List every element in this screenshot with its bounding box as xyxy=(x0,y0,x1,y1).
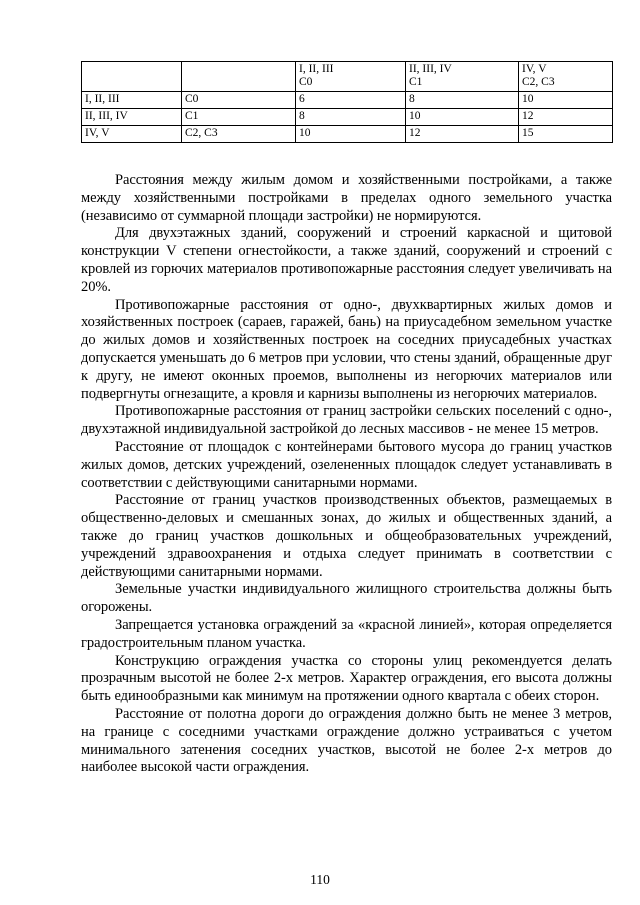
paragraph: Расстояние от границ участков производственных объектов, размещаемых в общественно-деловых и смешанных зонах, до жилых и общественных зданий, а также до границ участков дошкольных и общеобразовательных учреждений, учреждений здравоохранения и отдыха следует принимать в соответствии с действующими санитарными нормами. xyxy=(81,492,612,580)
paragraph: Противопожарные расстояния от границ застройки сельских поселений с одно-, двухэтажной индивидуальной застройкой до лесных массивов - не менее 15 метров. xyxy=(81,403,612,438)
table-header-cell xyxy=(82,62,182,92)
table-header-cell xyxy=(519,62,613,92)
header-line: IV, V xyxy=(522,63,547,75)
paragraph: Для двухэтажных зданий, сооружений и строений каркасной и щитовой конструкции V степени огнестойкости, а также зданий, сооружений и строений с кровлей из горючих материалов противопожарные расстояния следует увеличивать на 20%. xyxy=(81,225,612,295)
table-cell: 12 xyxy=(519,109,613,126)
table-cell: 8 xyxy=(296,109,406,126)
page-number: 110 xyxy=(310,872,330,887)
paragraph: Противопожарные расстояния от одно-, двухквартирных жилых домов и хозяйственных построек (сараев, гаражей, бань) на приусадебном земельном участке до жилых домов и хозяйственных построек на соседних приусадебных участках допускается уменьшать до 6 метров при условии, что стены зданий, обращенные друг к другу, не имеют оконных проемов, выполнены из негорючих материалов или подвергнуты огнезащите, а кровля и карнизы выполнены из негорючих материалов. xyxy=(81,296,612,402)
table-cell: 6 xyxy=(296,92,406,109)
table-cell: 8 xyxy=(406,92,519,109)
header-line: C1 xyxy=(409,76,423,88)
table-row xyxy=(82,126,613,143)
table-cell: C1 xyxy=(182,109,296,126)
table-cell: IV, V xyxy=(82,126,182,143)
table-cell: II, III, IV xyxy=(82,109,182,126)
table-header-cell xyxy=(406,62,519,92)
header-line: C0 xyxy=(299,76,313,88)
table-cell: 10 xyxy=(406,109,519,126)
table-cell: 10 xyxy=(519,92,613,109)
table-header-cell xyxy=(182,62,296,92)
paragraph: Запрещается установка ограждений за «красной линией», которая определяется градостроительным планом участка. xyxy=(81,616,612,651)
table-cell: 15 xyxy=(519,126,613,143)
header-line: C2, C3 xyxy=(522,76,555,88)
table-header-cell xyxy=(296,62,406,92)
table-cell: 10 xyxy=(296,126,406,143)
header-line: I, II, III xyxy=(299,63,334,75)
paragraph: Расстояние от площадок с контейнерами бытового мусора до границ участков жилых домов, детских учреждений, озелененных площадок следует устанавливать в соответствии с действующими санитарными нормами. xyxy=(81,438,612,491)
fire-distance-table xyxy=(81,61,613,143)
body-text xyxy=(81,172,612,777)
table-header-row xyxy=(82,62,613,92)
table-cell: 12 xyxy=(406,126,519,143)
table-cell: C2, C3 xyxy=(182,126,296,143)
paragraph: Земельные участки индивидуального жилищного строительства должны быть огорожены. xyxy=(81,581,612,616)
paragraph: Расстояния между жилым домом и хозяйственными постройками, а также между хозяйственными постройками в пределах одного земельного участка (независимо от суммарной площади застройки) не нормируются. xyxy=(81,172,612,224)
paragraph: Конструкцию ограждения участка со стороны улиц рекомендуется делать прозрачным высотой не более 2-х метров. Характер ограждения, его высота должны быть единообразными как минимум на протяжении одного квартала с обеих сторон. xyxy=(81,652,612,705)
paragraph: Расстояние от полотна дороги до ограждения должно быть не менее 3 метров, на границе с соседними участками ограждение должно устраиваться с учетом минимального затенения соседних участков, высотой не более 2-х метров до наиболее высокой части ограждения. xyxy=(81,705,612,776)
table-row xyxy=(82,92,613,109)
header-line: II, III, IV xyxy=(409,63,452,75)
table-cell: C0 xyxy=(182,92,296,109)
table-row xyxy=(82,109,613,126)
table-cell: I, II, III xyxy=(82,92,182,109)
